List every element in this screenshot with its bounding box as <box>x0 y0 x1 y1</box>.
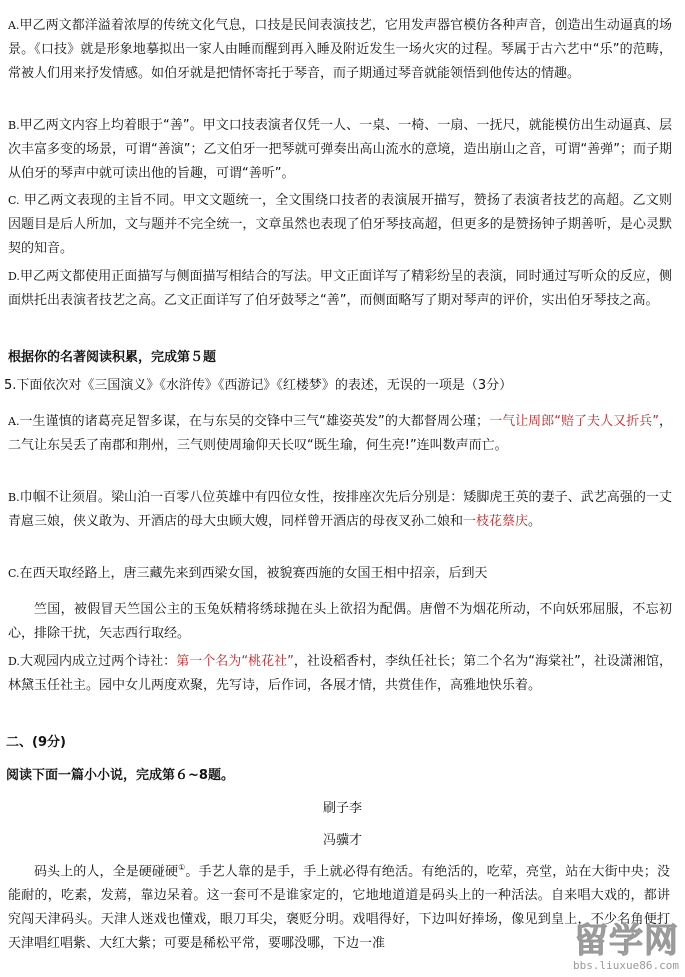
part-two-heading: 二、(9分) <box>6 735 66 750</box>
q4-option-c <box>8 189 672 261</box>
reading-heading: 阅读下面一篇小小说，完成第６~8题。 <box>6 768 234 783</box>
q4-option-a <box>8 14 672 86</box>
option-lead: C. <box>8 567 20 580</box>
q5-option-c <box>8 562 672 586</box>
highlighted-error-text: 一枝花蔡庆 <box>463 514 529 529</box>
q5-option-b <box>8 486 672 534</box>
q5-option-d <box>8 650 672 698</box>
option-lead: A. <box>8 415 20 428</box>
option-text: ，二气让东吴丢了南郡和荆州，三气则使周瑜仰天长叹“既生瑜，何生亮!”连叫数声而亡。 <box>8 414 672 453</box>
footnote-marker: ① <box>178 863 186 872</box>
q5-option-a <box>8 410 672 458</box>
story-author: 冯骥才 <box>322 833 362 848</box>
option-text: 大观园内成立过两个诗社： <box>19 654 177 669</box>
option-text: 竺国，被假冒天竺国公主的玉兔妖精将绣球抛在头上欲招为配偶。唐僧不为烟花所动，不向妖邪屈服，不忘初心，排除干扰，矢志西行取经。 <box>8 602 672 641</box>
q4-option-d <box>8 265 672 313</box>
highlighted-error-text: 一气让周郎“赔了夫人又折兵” <box>489 414 659 429</box>
option-lead: D. <box>8 655 20 668</box>
option-text: 巾帼不让须眉。梁山泊一百零八位英雄中有四位女性，按排座次先后分别是：矮脚虎王英的妻子、武艺高强的一丈青扈三娘，侠义敢为、开酒店的母大虫顾大嫂，同样曾开酒店的母夜叉孙二娘和 <box>8 490 672 529</box>
option-lead: B. <box>8 491 20 504</box>
option-lead: D. <box>8 270 20 283</box>
q4-option-b <box>8 114 672 186</box>
watermark-logo: 留学网 <box>574 921 679 961</box>
option-text: 甲乙两文都使用正面描写与侧面描写相结合的写法。甲文正面详写了精彩纷呈的表演，同时通过写听众的反应，侧面烘托出表演者技艺之高。乙文正面详写了伯牙鼓琴之“善”，而侧面略写了期对琴声的评价，实出伯牙琴技之高。 <box>8 269 672 308</box>
highlighted-error-text: 第一个名为“桃花社” <box>176 654 294 669</box>
option-lead: C. <box>8 194 20 207</box>
option-lead: A. <box>8 19 20 32</box>
option-text: 甲乙两文表现的主旨不同。甲文文题统一，全文围绕口技者的表演展开描写，赞扬了表演者技艺的高超。乙文则因题目是后人所加，文与题并不完全统一，文章虽然也表现了伯牙琴技高超，但更多的是赞扬钟子期善听，是心灵默契的知音。 <box>8 193 672 256</box>
option-text: ，社设稻香村，李纨任社长；第二个名为“海棠社”，社设潇湘馆，林黛玉任社主。园中女儿两度欢聚，先写诗，后作词，各展才情，共赏佳作，高雅地快乐着。 <box>8 654 672 693</box>
option-text: 甲乙两文内容上均着眼于“善”。甲文口技表演者仅凭一人、一桌、一椅、一扇、一抚尺，就能模仿出生动逼真、层次丰富多变的场景，可谓“善演”；乙文伯牙一把琴就可弹奏出高山流水的意境，造出崩山之音，可谓“善弹”；而子期从伯牙的琴声中就可读出他的旨趣，可谓“善听”。 <box>8 118 672 181</box>
option-lead: B. <box>8 119 20 132</box>
option-text: 甲乙两文都洋溢着浓厚的传统文化气息，口技是民间表演技艺，它用发声器官模仿各种声音，创造出生动逼真的场景。《口技》就是形象地摹拟出一家人由睡而醒到再入睡及附近发生一场火灾的过程。琴属于古六艺中“乐”的范畴，常被人们用来抒发情感。如伯牙就是把情怀寄托于琴音，而子期通过琴音就能领悟到他传达的情趣。 <box>8 18 672 81</box>
story-text: 。手艺人靠的是手，手上就必得有绝活。有绝活的，吃荤，亮堂，站在大街中央；没能耐的，吃素，发蔫，靠边呆着。这一套可不是谁家定的，它地地道道是码头上的一种活法。自来唱大戏的，都讲究闯天津码头。天津人迷戏也懂戏，眼刀耳尖，褒贬分明。戏唱得好，下边叫好捧场，像见到皇上，不少名角便打天津唱红唱紫、大红大紫；可要是稀松平常，要哪没哪，下边一准 <box>8 864 670 952</box>
q5-option-c-continued <box>8 598 672 646</box>
story-text: 码头上的人，全是硬碰硬 <box>34 864 179 880</box>
option-text: 。 <box>528 514 542 529</box>
section-heading: 根据你的名著阅读积累，完成第５题 <box>8 350 217 365</box>
question-5-stem: 5.下面依次对《三国演义》《水浒传》《西游记》《红楼梦》的表述，无误的一项是（3分） <box>4 378 513 393</box>
story-title: 刷子李 <box>322 801 362 816</box>
option-text: 一生谨慎的诸葛亮足智多谋，在与东吴的交锋中三气“雄姿英发”的大都督周公瑾； <box>19 414 490 429</box>
watermark <box>499 909 679 973</box>
option-text: 在西天取经路上，唐三藏先来到西梁女国，被貌赛西施的女国王相中招亲，后到天 <box>19 566 488 581</box>
watermark-url: bbs.liuxue86.com <box>573 959 679 972</box>
